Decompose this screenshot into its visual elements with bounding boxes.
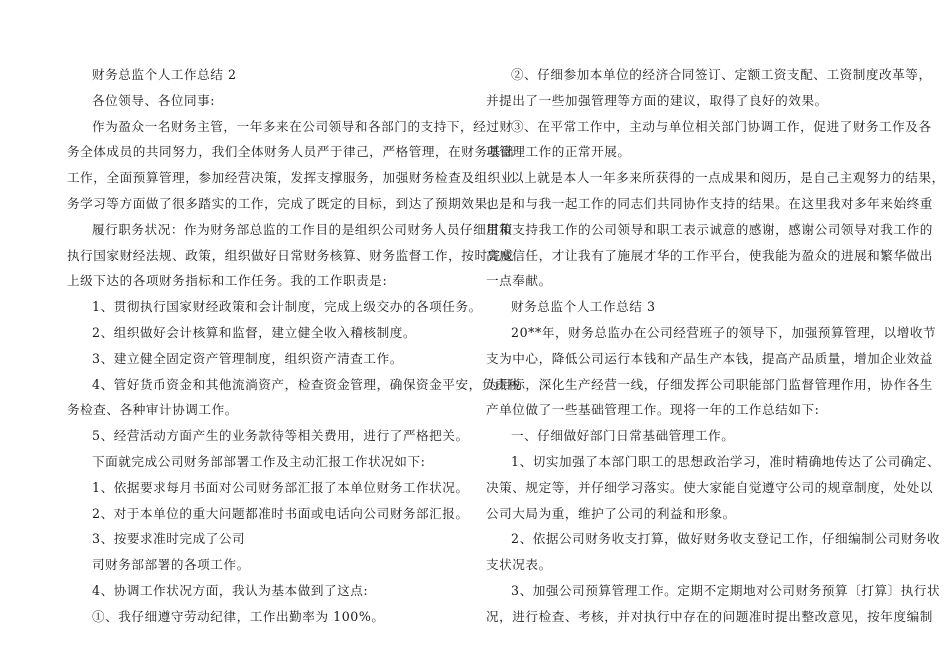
text-line: 工作，全面预算管理，参加经营决策，发挥支撑服务，加强财务检查及组织业	[67, 170, 514, 186]
text-line: 下面就完成公司财务部部署工作及主动汇报工作状况如下:	[92, 453, 426, 469]
text-line: 项管理工作的正常开展。	[486, 144, 631, 160]
text-line: 20**年，财务总监办在公司经营班子的领导下，加强预算管理，以增收节	[511, 324, 937, 340]
text-line: 一点奉献。	[486, 273, 552, 289]
text-line: 2、依据公司财务收支打算，做好财务收支登记工作，仔细编制公司财务收	[511, 531, 941, 547]
text-line: 3、按要求准时完成了公司	[92, 531, 246, 547]
text-line: 2、对于本单位的重大问题都准时书面或电话向公司财务部汇报。	[92, 505, 469, 521]
text-line: 执行国家财经法规、政策，组织做好日常财务核算、财务监督工作，按时完成	[67, 247, 514, 263]
text-line: 决策、规定等，并仔细学习落实。使大家能自觉遵守公司的规章制度，处处以	[486, 479, 933, 495]
text-line: 况，进行检查、考核，并对执行中存在的问题准时提出整改意见，按年度编制	[486, 608, 933, 624]
text-line: 产单位做了一些基础管理工作。现将一年的工作总结如下:	[486, 402, 820, 418]
text-line: 为目标，深化生产经营一线，仔细发挥公司职能部门监督管理作用，协作各生	[486, 376, 933, 392]
text-line: 并提出了一些加强管理等方面的建议，取得了良好的效果。	[486, 92, 828, 108]
text-line: ③、在平常工作中，主动与单位相关部门协调工作，促进了财务工作及各	[511, 118, 932, 134]
text-line: 1、依据要求每月书面对公司财务部汇报了本单位财务工作状况。	[92, 479, 469, 495]
section-heading: 财务总监个人工作总结 2	[92, 67, 237, 82]
text-line: 一、仔细做好部门日常基础管理工作。	[511, 428, 735, 444]
text-line: 务学习等方面做了很多踏实的工作，完成了既定的目标，到达了预期效果。	[67, 195, 501, 211]
text-line: ①、我仔细遵守劳动纪律，工作出勤率为 100%。	[92, 608, 385, 624]
text-line: 3、加强公司预算管理工作。定期不定期地对公司财务预算〔打算〕执行状	[511, 582, 941, 598]
text-line: 公司大局为重，维护了公司的利益和形象。	[486, 505, 736, 521]
text-line: 各位领导、各位同事:	[92, 92, 216, 108]
text-line: 4、管好货币资金和其他流淌资产，检查资金管理，确保资金平安，负责税	[92, 376, 522, 392]
text-line: 务全体成员的共同努力，我们全体财务人员严于律己，严格管理，在财务基础	[67, 144, 514, 160]
text-line: 也是和与我一起工作的同志们共同协作支持的结果。在这里我对多年来始终重	[486, 195, 933, 211]
text-line: 履行职务状况：作为财务部总监的工作目的是组织公司财务人员仔细贯策	[92, 221, 513, 237]
text-line: 务检查、各种审计协调工作。	[67, 402, 238, 418]
text-line: 支为中心，降低公司运行本钱和产品生产本钱，提高产品质量，增加企业效益	[486, 350, 933, 366]
text-line: 作为盈众一名财务主管，一年多来在公司领导和各部门的支持下，经过财	[92, 118, 513, 134]
section-heading: 财务总监个人工作总结 3	[511, 299, 656, 315]
text-line: 3、建立健全固定资产管理制度，组织资产清查工作。	[92, 350, 403, 366]
text-line: 高度信任，才让我有了施展才华的工作平台，使我能为盈众的进展和繁华做出	[486, 247, 933, 263]
text-line: 1、切实加强了本部门职工的思想政治学习，准时精确地传达了公司确定、	[511, 453, 941, 469]
text-line: ②、仔细参加本单位的经济合同签订、定额工资支配、工资制度改革等，	[511, 67, 932, 82]
text-line: 用和支持我工作的公司领导和职工表示诚意的感谢，感谢公司领导对我工作的	[486, 221, 933, 237]
text-line: 5、经营活动方面产生的业务款待等相关费用，进行了严格把关。	[92, 428, 469, 444]
text-line: 4、协调工作状况方面，我认为基本做到了这点:	[92, 582, 369, 598]
text-line: 司财务部部署的各项工作。	[92, 557, 250, 573]
text-line: 支状况表。	[486, 557, 552, 573]
text-line: 2、组织做好会计核算和监督，建立健全收入稽核制度。	[92, 324, 417, 340]
text-line: 上级下达的各项财务指标和工作任务。我的工作职责是:	[67, 273, 388, 289]
right-column	[486, 62, 945, 630]
text-line: 1、贯彻执行国家财经政策和会计制度，完成上级交办的各项任务。	[92, 299, 482, 315]
text-line: 以上就是本人一年多来所获得的一点成果和阅历，是自己主观努力的结果，	[511, 170, 945, 186]
